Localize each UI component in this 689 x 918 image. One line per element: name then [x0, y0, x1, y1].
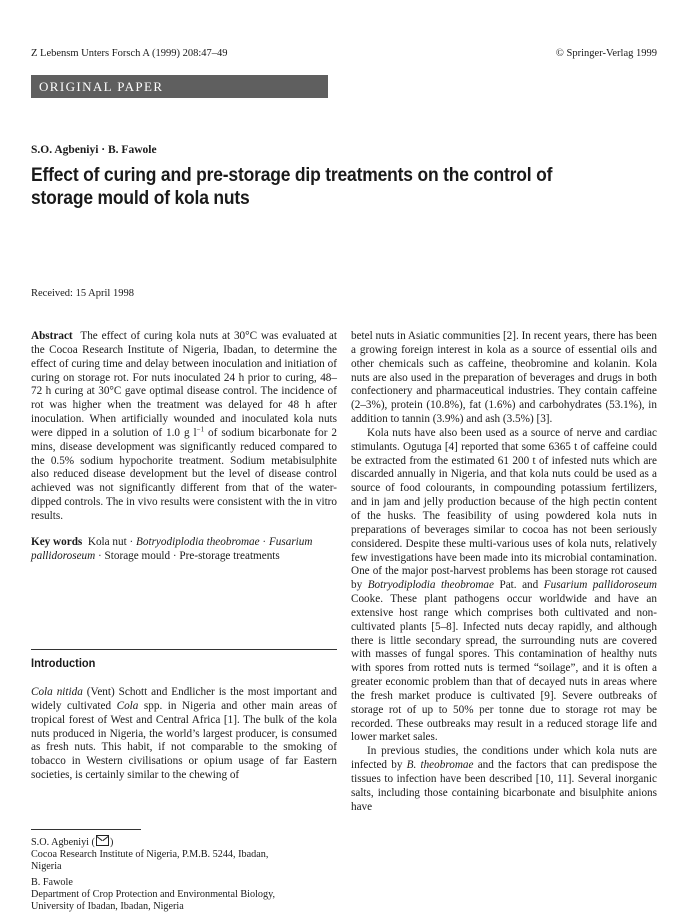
footnote-divider: [31, 829, 141, 830]
affiliation-1-address-1: Cocoa Research Institute of Nigeria, P.M.B. 5244, Ibadan,: [31, 849, 269, 860]
affiliation-1-name: [31, 835, 337, 849]
body-paragraph-3: [351, 745, 657, 814]
abstract-exponent: −1: [196, 425, 205, 434]
abstract-label: Abstract: [31, 330, 73, 342]
keyword-rest: · Storage mould · Pre-storage treatments: [95, 549, 280, 562]
abstract-paragraph: [31, 330, 337, 524]
affiliation-2-address-2: University of Ibadan, Ibadan, Nigeria: [31, 901, 184, 912]
p2-text-a: Kola nuts have also been used as a source of nerve and cardiac stimulants. Ogutuga [4] reported that some 6365 t of caffeine could be extracted from the estimated 61 200 t of infested nuts which are discarded annually in Nigeria, and that kola nuts could be used as a source of food colourants, in compounding potassium fertilizers, and in jam and jelly production because of the high pectin content of the husks. The feasibility of using powdered kola nuts in preparations of beverages similar to cocoa has not been seriously considered. Despite these multi-various uses of kola nuts, relatively few investigations have been made into its microbial contamination. One of the major post-harvest problems has been storage rot caused by: [351, 426, 657, 592]
affiliation-1-address-2: Nigeria: [31, 861, 62, 872]
intro-text-1: (Vent) Schott and Endlicher is the most important and widely cultivated: [31, 686, 337, 712]
keywords-label: Key words: [31, 535, 83, 548]
introduction-paragraph: [31, 686, 337, 783]
abstract-column: [31, 330, 337, 564]
keyword-3: Fusarium pallidoroseum: [31, 535, 313, 562]
journal-citation: Z Lebensm Unters Forsch A (1999) 208:47–49: [31, 48, 228, 59]
author-1-close: ): [109, 837, 114, 848]
abstract-text-1: The effect of curing kola nuts at 30°C was evaluated at the Cocoa Research Institute of Nigeria, Ibadan, to determine the effect of curing time and delay between inoculation and initiation of curing on storage rot. For nuts inoculated 24 h prior to curing, 48–72 h curing at 30°C gave optimal disease control. The incidence of rot was higher when the treatment was delayed for 48 h after inoculation. When artificially wounded and inoculated kola nuts were dipped in a solution of 1.0 g l: [31, 330, 337, 439]
p2-text-c: Pat. and: [493, 579, 544, 592]
intro-text-2: spp. in Nigeria and other main areas of tropical forest of West and Central Africa [1]. The bulk of the kola nuts produced in Nigeria, the world’s largest producer, is consumed as fresh nuts. This habit, if not comparable to the smoking of tobacco in Western civilisations or opium usage of far Eastern societies, is certainly similar to the chewing of: [31, 699, 337, 782]
body-paragraph-2: [351, 427, 657, 745]
introduction-body: [31, 686, 337, 783]
envelope-icon: [96, 835, 109, 846]
copyright-notice: © Springer-Verlag 1999: [555, 48, 657, 59]
p3-text-a: In previous studies, the conditions under which kola nuts are infected by: [351, 745, 657, 772]
keyword-2: Botryodiplodia theobromae: [136, 535, 260, 548]
keywords-paragraph: [31, 536, 337, 564]
paper-title: Effect of curing and pre-storage dip treatments on the control of storage mould of kola nuts: [31, 165, 553, 209]
p2-species-2: Fusarium pallidoroseum: [543, 579, 658, 592]
p2-text-e: Cooke. These plant pathogens occur worldwide and have an extensive host range which comprises both cultivated and non-cultivated plants [5–8]. Infected nuts decay rapidly, and although there is little secondary spread, the surrounding nuts are covered with masses of fungal spores. This contamination of healthy nuts with spores from rotted nuts is termed “soilage”, and it is often a greater economic problem than that of decayed nuts in areas where the fresh market produce is cultivated [9]. Severe outbreaks of storage rot of up to 50% per tonne due to storage rot may be recorded. These outbreaks may result in a reduced storage life and lower market sales.: [351, 593, 657, 744]
intro-genus: Cola: [116, 699, 139, 712]
affiliation-2-name: B. Fawole: [31, 877, 73, 888]
keyword-sep: ·: [259, 535, 269, 548]
received-date: Received: 15 April 1998: [31, 288, 134, 299]
abstract-text-2: of sodium bicarbonate for 2 mins, disease development was significantly reduced compared to the 0.5% sodium hypochorite treatment. Sodium metabisulphite also reduced disease development but the level of disease control achieved was not significantly different from that of the water-dipped controls. The in vivo results were consistent with the in vitro results.: [31, 426, 337, 522]
affiliation-2-address-1: Department of Crop Protection and Environmental Biology,: [31, 889, 276, 900]
affiliations: [31, 835, 337, 913]
keyword-1: Kola nut ·: [87, 535, 137, 548]
intro-species: Cola nitida: [31, 686, 83, 698]
author-1-name: S.O. Agbeniyi (: [31, 837, 95, 848]
section-divider: [31, 649, 337, 650]
p3-text-c: and the factors that can predispose the tissues to infection have been described [10, 11]. Several inorganic salts, including those containing bicarbonate and bisulphite anions have: [351, 759, 658, 813]
article-type-banner: ORIGINAL PAPER: [31, 75, 328, 98]
author-list: S.O. Agbeniyi · B. Fawole: [31, 144, 157, 156]
introduction-heading: Introduction: [31, 656, 96, 670]
right-column: [351, 330, 657, 815]
p3-species: B. theobromae: [406, 759, 474, 772]
p2-species-1: Botryodiplodia theobromae: [367, 579, 494, 592]
body-paragraph-1: betel nuts in Asiatic communities [2]. In recent years, there has been a growing foreign interest in kola as a source of essential oils and other chemicals such as caffeine, theobromine and kolanin. Kola nuts are also used in the preparation of beverages and drugs in both confectionery and pharmaceutical industries. They contain caffeine (2–3%), protein (10.8%), fat (1.6%) and carbohydrates (53.1%), in addition to tannin (3.9%) and ash (3.5%) [3].: [351, 330, 658, 426]
